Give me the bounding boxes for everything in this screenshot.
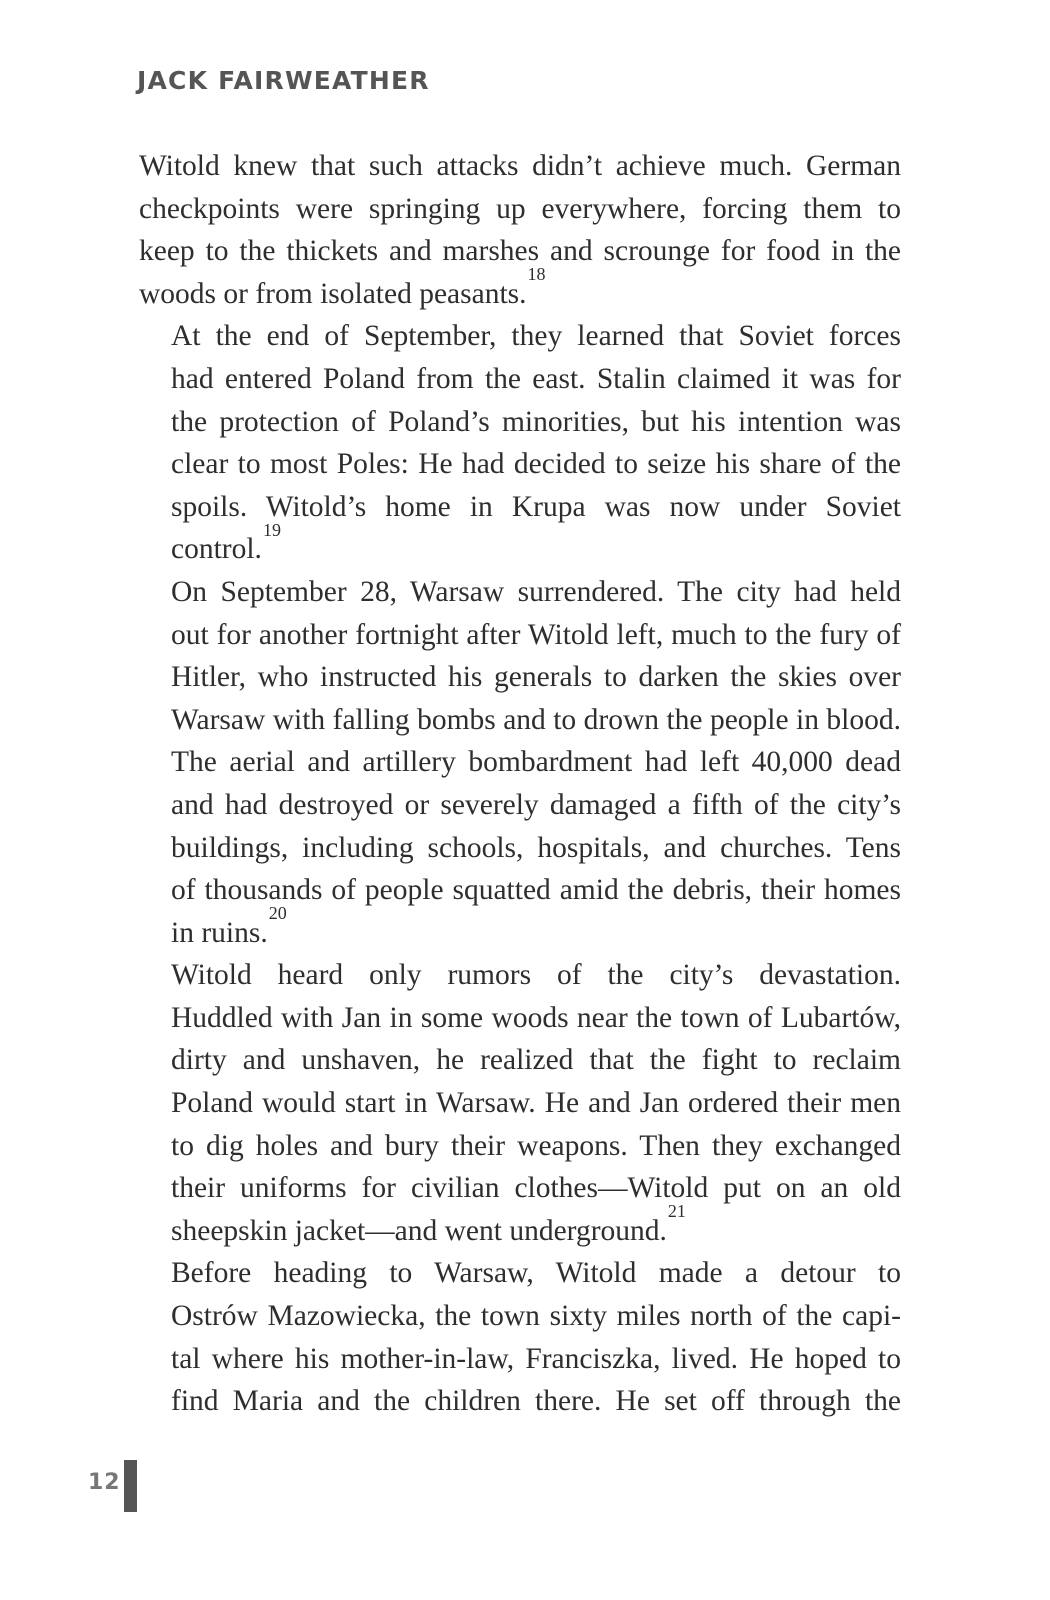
text-line: Witold knew that such attacks didn’t achieve much. German [139, 150, 901, 182]
text-line-content: woods or from isolated peasants. [139, 277, 527, 310]
running-head: JACK FAIRWEATHER [137, 66, 430, 95]
page-number: 12 [88, 1470, 121, 1495]
text-line-content: control. [171, 533, 262, 566]
footnote-marker: 19 [262, 519, 281, 540]
text-line: Hitler, who instructed his generals to darken the skies over [171, 661, 901, 694]
text-line: buildings, including schools, hospitals, and churches. Tens [171, 831, 901, 864]
text-line: Ostrów Mazowiecka, the town sixty miles north of the capi- [171, 1300, 901, 1333]
text-line [139, 902, 901, 955]
text-line: out for another fortnight after Witold left, much to the fury of [171, 618, 901, 651]
paragraph [139, 571, 901, 954]
text-line: Witold heard only rumors of the city’s devastation. [171, 959, 901, 992]
footnote-marker: 21 [667, 1201, 686, 1222]
text-line: of thousands of people squatted amid the debris, their homes [171, 874, 901, 907]
text-line: Huddled with Jan in some woods near the town of Lubartów, [171, 1001, 901, 1034]
text-line: keep to the thickets and marshes and scrounge for food in the [139, 235, 901, 268]
text-line: Poland would start in Warsaw. He and Jan ordered their men [171, 1087, 901, 1120]
body-text [139, 145, 901, 1423]
text-line: had entered Poland from the east. Stalin claimed it was for [171, 362, 901, 395]
paragraph [139, 315, 901, 571]
text-line: Before heading to Warsaw, Witold made a detour to [171, 1257, 901, 1290]
text-line-content: in ruins. [171, 916, 268, 949]
text-line-content: sheepskin jacket—and went underground. [171, 1214, 667, 1247]
text-line [139, 263, 901, 316]
text-line: Warsaw with falling bombs and to drown the people in blood. [171, 703, 901, 736]
text-line [139, 519, 901, 571]
paragraph [139, 1252, 901, 1422]
text-line: On September 28, Warsaw surrendered. The city had held [171, 575, 901, 608]
text-line: the protection of Poland’s minorities, but his intention was [171, 405, 901, 438]
text-line: spoils. Witold’s home in Krupa was now under Soviet [171, 490, 901, 523]
text-line [139, 1201, 901, 1253]
paragraph [139, 954, 901, 1252]
text-line: find Maria and the children there. He set off through the [171, 1385, 901, 1418]
text-line: dirty and unshaven, he realized that the fight to reclaim [171, 1044, 901, 1077]
page-number-bar [124, 1460, 137, 1512]
text-line: At the end of September, they learned that Soviet forces [171, 320, 901, 353]
paragraph [139, 145, 901, 315]
text-line: clear to most Poles: He had decided to seize his share of the [171, 448, 901, 481]
text-line: checkpoints were springing up everywhere, forcing them to [139, 192, 901, 225]
footnote-marker: 18 [527, 263, 546, 284]
footnote-marker: 20 [268, 902, 287, 923]
text-line: tal where his mother-in-law, Franciszka, lived. He hoped to [171, 1342, 901, 1375]
text-line: The aerial and artillery bombardment had left 40,000 dead [171, 746, 901, 779]
text-line: their uniforms for civilian clothes—Witold put on an old [171, 1172, 901, 1205]
text-line: and had destroyed or severely damaged a fifth of the city’s [171, 788, 901, 821]
text-line: to dig holes and bury their weapons. Then they exchanged [171, 1129, 901, 1162]
